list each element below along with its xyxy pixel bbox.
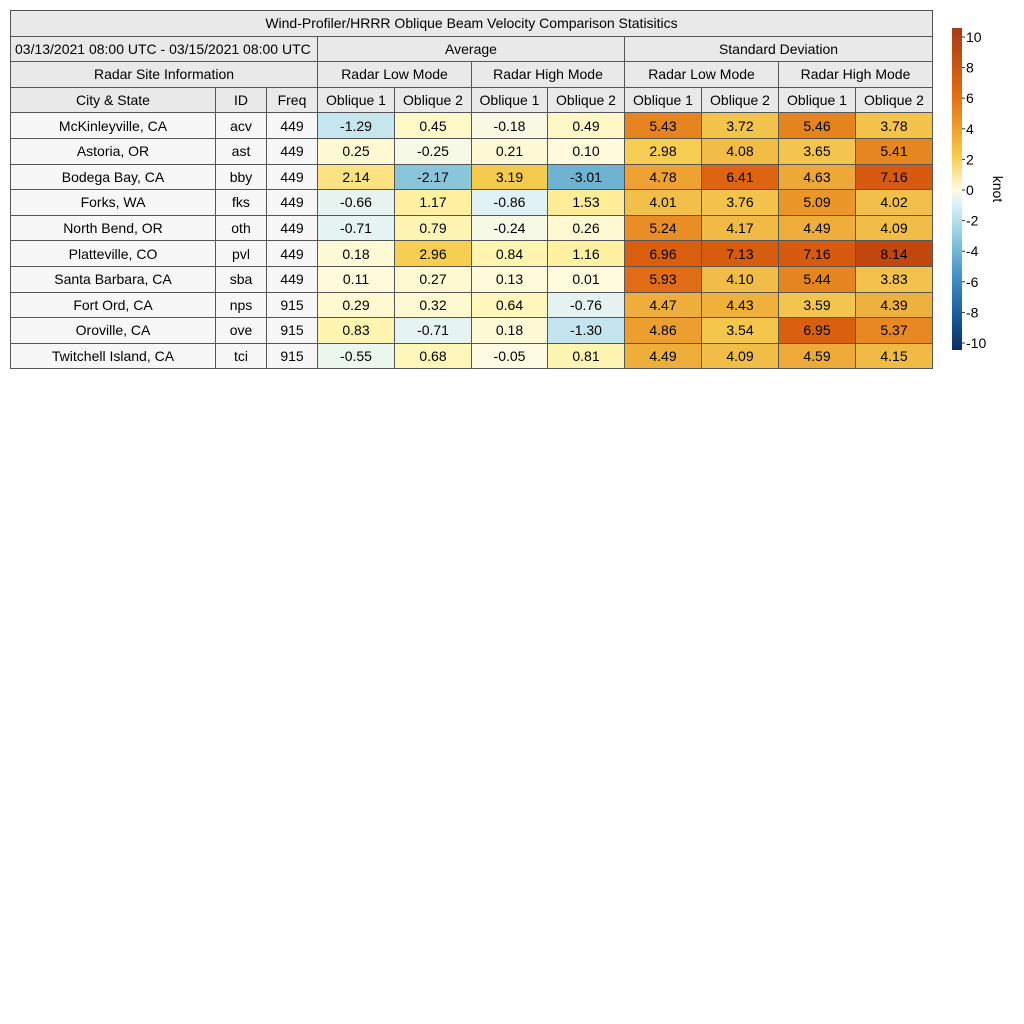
comparison-table (10, 10, 933, 369)
cell-std-high-ob2: 7.16 (856, 164, 933, 190)
cell-avg-high-ob2: -0.76 (548, 292, 625, 318)
colorbar (950, 26, 1010, 366)
cell-avg-low-ob2: -0.71 (395, 318, 472, 344)
cell-avg-high-ob1: -0.05 (472, 343, 548, 369)
cell-freq: 449 (267, 241, 318, 267)
cell-std-high-ob2: 3.78 (856, 113, 933, 139)
std-dev-header: Standard Deviation (625, 36, 933, 62)
avg-low-oblique2-header: Oblique 2 (395, 87, 472, 113)
cell-avg-high-ob2: 1.53 (548, 190, 625, 216)
cell-avg-high-ob2: 0.49 (548, 113, 625, 139)
avg-high-oblique2-header: Oblique 2 (548, 87, 625, 113)
cell-avg-high-ob1: -0.24 (472, 215, 548, 241)
cell-avg-high-ob2: 0.10 (548, 138, 625, 164)
cell-std-low-ob1: 4.47 (625, 292, 702, 318)
avg-low-oblique1-header: Oblique 1 (318, 87, 395, 113)
table-row (11, 164, 933, 190)
cell-std-high-ob2: 3.83 (856, 266, 933, 292)
cell-avg-high-ob1: -0.86 (472, 190, 548, 216)
cell-avg-low-ob1: 0.25 (318, 138, 395, 164)
avg-low-mode-header: Radar Low Mode (318, 62, 472, 88)
cell-avg-low-ob1: 0.83 (318, 318, 395, 344)
cell-avg-high-ob1: 0.84 (472, 241, 548, 267)
cell-freq: 449 (267, 164, 318, 190)
cell-std-low-ob2: 4.10 (702, 266, 779, 292)
colorbar-tick-label: 10 (966, 29, 982, 45)
cell-city: Fort Ord, CA (11, 292, 216, 318)
cell-std-low-ob1: 5.24 (625, 215, 702, 241)
table-title: Wind-Profiler/HRRR Oblique Beam Velocity Comparison Statisitics (11, 11, 933, 37)
cell-city: North Bend, OR (11, 215, 216, 241)
cell-avg-high-ob2: 0.81 (548, 343, 625, 369)
table-row (11, 318, 933, 344)
cell-std-high-ob2: 5.41 (856, 138, 933, 164)
cell-avg-high-ob1: 3.19 (472, 164, 548, 190)
cell-std-high-ob1: 4.63 (779, 164, 856, 190)
cell-std-high-ob1: 3.59 (779, 292, 856, 318)
cell-avg-high-ob2: -3.01 (548, 164, 625, 190)
cell-id: acv (216, 113, 267, 139)
freq-column-header: Freq (267, 87, 318, 113)
cell-city: Twitchell Island, CA (11, 343, 216, 369)
colorbar-tick-label: 4 (966, 120, 974, 137)
cell-id: pvl (216, 241, 267, 267)
table-row (11, 241, 933, 267)
std-low-oblique1-header: Oblique 1 (625, 87, 702, 113)
table-row (11, 138, 933, 164)
cell-std-low-ob2: 4.08 (702, 138, 779, 164)
cell-std-high-ob1: 5.46 (779, 113, 856, 139)
std-high-mode-header: Radar High Mode (779, 62, 933, 88)
cell-freq: 915 (267, 292, 318, 318)
cell-freq: 915 (267, 343, 318, 369)
cell-freq: 915 (267, 318, 318, 344)
colorbar-tick-label: -10 (966, 335, 987, 351)
std-low-mode-header: Radar Low Mode (625, 62, 779, 88)
cell-avg-low-ob2: 0.45 (395, 113, 472, 139)
cell-avg-low-ob1: 0.29 (318, 292, 395, 318)
cell-std-low-ob2: 4.09 (702, 343, 779, 369)
site-info-header: Radar Site Information (11, 62, 318, 88)
avg-high-oblique1-header: Oblique 1 (472, 87, 548, 113)
colorbar-tick-label: 8 (966, 59, 974, 76)
cell-id: nps (216, 292, 267, 318)
cell-avg-high-ob1: 0.13 (472, 266, 548, 292)
cell-std-high-ob2: 4.39 (856, 292, 933, 318)
cell-city: McKinleyville, CA (11, 113, 216, 139)
cell-avg-low-ob2: 0.27 (395, 266, 472, 292)
colorbar-tick-label: 2 (966, 151, 974, 168)
cell-city: Santa Barbara, CA (11, 266, 216, 292)
cell-std-low-ob2: 4.17 (702, 215, 779, 241)
cell-avg-high-ob1: 0.64 (472, 292, 548, 318)
colorbar-tick-label: -4 (966, 243, 979, 260)
cell-avg-low-ob1: 0.11 (318, 266, 395, 292)
cell-avg-low-ob2: -0.25 (395, 138, 472, 164)
cell-city: Platteville, CO (11, 241, 216, 267)
cell-std-high-ob2: 4.15 (856, 343, 933, 369)
cell-avg-high-ob2: -1.30 (548, 318, 625, 344)
std-high-oblique1-header: Oblique 1 (779, 87, 856, 113)
cell-avg-low-ob2: -2.17 (395, 164, 472, 190)
std-low-oblique2-header: Oblique 2 (702, 87, 779, 113)
cell-id: ove (216, 318, 267, 344)
cell-std-high-ob1: 4.49 (779, 215, 856, 241)
avg-high-mode-header: Radar High Mode (472, 62, 625, 88)
cell-avg-low-ob1: 2.14 (318, 164, 395, 190)
cell-city: Oroville, CA (11, 318, 216, 344)
table-row (11, 113, 933, 139)
cell-avg-low-ob1: -0.66 (318, 190, 395, 216)
cell-std-low-ob2: 3.76 (702, 190, 779, 216)
cell-std-high-ob2: 4.02 (856, 190, 933, 216)
cell-avg-low-ob2: 0.68 (395, 343, 472, 369)
cell-id: tci (216, 343, 267, 369)
colorbar-tick-label: 0 (966, 182, 974, 198)
cell-std-high-ob1: 5.44 (779, 266, 856, 292)
colorbar-tick-label: 6 (966, 90, 974, 107)
cell-avg-low-ob1: -0.55 (318, 343, 395, 369)
table-row (11, 343, 933, 369)
cell-avg-high-ob2: 1.16 (548, 241, 625, 267)
cell-freq: 449 (267, 138, 318, 164)
cell-std-low-ob2: 6.41 (702, 164, 779, 190)
cell-avg-low-ob1: 0.18 (318, 241, 395, 267)
std-high-oblique2-header: Oblique 2 (856, 87, 933, 113)
cell-std-low-ob2: 4.43 (702, 292, 779, 318)
cell-avg-low-ob2: 1.17 (395, 190, 472, 216)
cell-avg-low-ob2: 2.96 (395, 241, 472, 267)
colorbar-tick-label: -2 (966, 212, 979, 229)
cell-std-low-ob1: 5.43 (625, 113, 702, 139)
cell-std-high-ob1: 7.16 (779, 241, 856, 267)
cell-std-low-ob1: 4.49 (625, 343, 702, 369)
cell-std-low-ob1: 6.96 (625, 241, 702, 267)
cell-std-high-ob1: 5.09 (779, 190, 856, 216)
cell-std-low-ob1: 2.98 (625, 138, 702, 164)
cell-std-low-ob2: 3.72 (702, 113, 779, 139)
cell-avg-high-ob1: 0.21 (472, 138, 548, 164)
colorbar-unit-label: knot (990, 175, 1006, 203)
cell-freq: 449 (267, 215, 318, 241)
cell-std-high-ob1: 4.59 (779, 343, 856, 369)
cell-std-high-ob1: 6.95 (779, 318, 856, 344)
cell-std-high-ob1: 3.65 (779, 138, 856, 164)
table-row (11, 292, 933, 318)
colorbar-gradient (952, 28, 962, 350)
table-row (11, 190, 933, 216)
cell-city: Bodega Bay, CA (11, 164, 216, 190)
table-row (11, 266, 933, 292)
cell-freq: 449 (267, 190, 318, 216)
time-period: 03/13/2021 08:00 UTC - 03/15/2021 08:00 UTC (11, 36, 318, 62)
cell-id: oth (216, 215, 267, 241)
city-column-header: City & State (11, 87, 216, 113)
cell-freq: 449 (267, 113, 318, 139)
average-header: Average (318, 36, 625, 62)
cell-avg-low-ob1: -0.71 (318, 215, 395, 241)
cell-freq: 449 (267, 266, 318, 292)
cell-avg-high-ob1: 0.18 (472, 318, 548, 344)
cell-id: bby (216, 164, 267, 190)
cell-std-low-ob1: 4.86 (625, 318, 702, 344)
colorbar-tick-label: -8 (966, 304, 979, 321)
cell-avg-low-ob2: 0.32 (395, 292, 472, 318)
cell-std-low-ob2: 7.13 (702, 241, 779, 267)
cell-id: sba (216, 266, 267, 292)
id-column-header: ID (216, 87, 267, 113)
cell-avg-high-ob2: 0.01 (548, 266, 625, 292)
cell-std-low-ob1: 4.78 (625, 164, 702, 190)
cell-std-high-ob2: 8.14 (856, 241, 933, 267)
cell-avg-low-ob1: -1.29 (318, 113, 395, 139)
cell-id: ast (216, 138, 267, 164)
cell-std-high-ob2: 4.09 (856, 215, 933, 241)
cell-city: Astoria, OR (11, 138, 216, 164)
cell-std-low-ob1: 5.93 (625, 266, 702, 292)
cell-id: fks (216, 190, 267, 216)
cell-std-high-ob2: 5.37 (856, 318, 933, 344)
cell-std-low-ob2: 3.54 (702, 318, 779, 344)
cell-std-low-ob1: 4.01 (625, 190, 702, 216)
cell-avg-low-ob2: 0.79 (395, 215, 472, 241)
cell-city: Forks, WA (11, 190, 216, 216)
cell-avg-high-ob1: -0.18 (472, 113, 548, 139)
cell-avg-high-ob2: 0.26 (548, 215, 625, 241)
colorbar-tick-label: -6 (966, 273, 979, 290)
table-row (11, 215, 933, 241)
